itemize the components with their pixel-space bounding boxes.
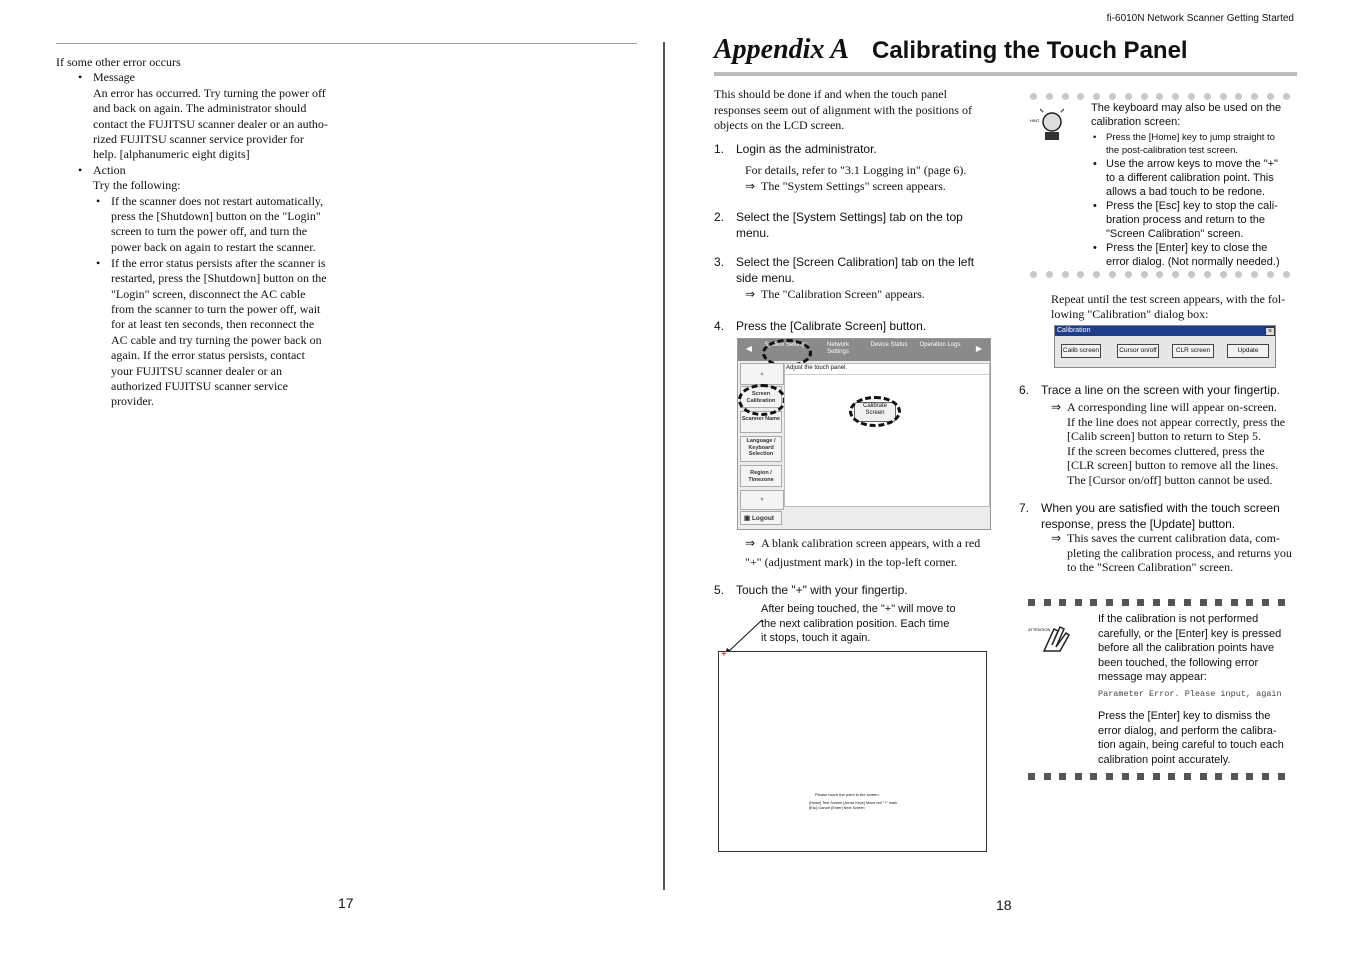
step-6: 6. Trace a line on the screen with your fingertip.	[1019, 383, 1281, 397]
side-item-scanner-name: Scanner Name	[740, 411, 782, 433]
action-item: • If the scanner does not restart automatically, press the [Shutdown] button on the "Login" screen to turn the power off, and turn the power back on again to restart the scanner.	[111, 194, 356, 256]
divider	[785, 374, 989, 375]
dialog-title-bar	[1055, 326, 1275, 336]
step-3-result: ⇒ The "Calibration Screen" appears.	[745, 287, 925, 301]
step-5-callout: After being touched, the "+" will move to the next calibration position. Each time it stops, touch it again.	[761, 603, 956, 644]
attention-bottom-border	[1028, 773, 1285, 780]
tab-system-settings: System Settings	[764, 342, 808, 348]
calib-screen-button: Calib screen	[1061, 344, 1101, 358]
step-2: 2. Select the [System Settings] tab on the top menu.	[714, 210, 963, 240]
update-button: Update	[1227, 344, 1269, 358]
back-arrow-icon: ◀	[745, 344, 753, 353]
forward-arrow-icon: ▶	[975, 344, 983, 353]
error-intro: If some other error occurs	[56, 55, 181, 69]
svg-text:ATTENTION: ATTENTION	[1028, 627, 1051, 632]
page-number-left: 17	[338, 895, 354, 911]
step-1-detail: For details, refer to "3.1 Logging in" (page 6). ⇒ The "System Settings" screen appears.	[745, 163, 967, 193]
hint-text: The keyboard may also be used on the calibration screen: • Press the [Home] key to jump straight to the post-calibration test screen. • Use the arrow keys to move the "+" to a different calibration point. This allows a bad touch to be redone. • Press the [Esc] key to stop the cali- bration process and return to the "Screen Calibration" screen. • Press the [Enter] key to close the error dialog. (Not normally needed.)	[1091, 101, 1291, 269]
page-number-right: 18	[996, 897, 1012, 913]
action-intro: Try the following:	[93, 178, 181, 193]
side-item-region: Region / Timezone	[740, 465, 782, 487]
logout-icon: ▣	[744, 515, 752, 522]
tab-network-settings: Network Settings	[826, 342, 849, 355]
repeat-text: Repeat until the test screen appears, with the fol- lowing "Calibration" dialog box:	[1051, 292, 1286, 321]
hint-item: • Use the arrow keys to move the "+" to a different calibration point. This allows a bad touch to be redone.	[1091, 157, 1291, 199]
intro-paragraph: This should be done if and when the touch panel responses seem out of alignment with the positions of objects on the LCD screen.	[714, 87, 972, 132]
scroll-up-icon: ▲	[740, 363, 784, 385]
hint-item: • Press the [Home] key to jump straight to the post-calibration test screen.	[1091, 131, 1291, 157]
appendix-label: Appendix A	[714, 34, 850, 65]
page-title: Calibrating the Touch Panel	[872, 37, 1188, 64]
attention-text: If the calibration is not performed carefully, or the [Enter] key is pressed before all the calibration points have been touched, the following error message may appear: Parameter Error. Please input, again Press the [Enter] key to dismiss the error dialog, and perform the calibra- tion again, being careful to touch each calibration point accurately.	[1098, 612, 1298, 767]
step-4: 4. Press the [Calibrate Screen] button.	[714, 319, 927, 333]
step-4-result: ⇒ A blank calibration screen appears, with a red "+" (adjustment mark) in the top-left corner.	[745, 536, 981, 569]
hint-item: • Press the [Enter] key to close the error dialog. (Not normally needed.)	[1091, 241, 1291, 269]
error-message: Parameter Error. Please input, again	[1098, 688, 1282, 699]
calib-keys: [Home] Test Screen [Arrow Keys] Move red "+" mark [Esc] Cancel [Enter] Next Screen	[809, 801, 898, 810]
scroll-down-icon: ▼	[740, 490, 784, 510]
step-5: 5. Touch the "+" with your fingertip.	[714, 583, 908, 597]
side-item-screen-calibration: Screen Calibration	[740, 386, 782, 408]
close-icon: ×	[1265, 327, 1275, 336]
system-settings-screenshot	[737, 338, 991, 530]
calibrate-screen-button: Calibrate Screen	[854, 402, 896, 422]
action-label: • Action	[93, 163, 356, 178]
logout-button: ▣ Logout	[740, 511, 782, 525]
top-rule	[56, 43, 637, 44]
side-item-language: Language / Keyboard Selection	[740, 436, 782, 462]
running-header: fi-6010N Network Scanner Getting Started	[1106, 13, 1294, 24]
page-divider	[663, 42, 665, 890]
step-7: 7. When you are satisfied with the touch screen response, press the [Update] button.	[1019, 501, 1280, 531]
hint-bottom-border	[1030, 271, 1290, 279]
attention-top-border	[1028, 599, 1285, 606]
calibration-dialog	[1054, 325, 1276, 368]
tab-operation-logs: Operation Logs	[919, 342, 961, 348]
step-6-result: ⇒ A corresponding line will appear on-screen. If the line does not appear correctly, press the [Calib screen] button to return to Step 5. If the screen becomes cluttered, press the [CLR screen] button to remove all the lines. The [Cursor on/off] button cannot be used.	[1051, 400, 1286, 487]
highlight-oval	[738, 384, 786, 416]
hint-icon	[1030, 108, 1070, 144]
content-label: Adjust the touch panel.	[786, 365, 848, 371]
step-3: 3. Select the [Screen Calibration] tab on the left side menu.	[714, 255, 975, 285]
calibration-screen-mock	[718, 651, 987, 852]
hint-top-border	[1030, 93, 1290, 101]
tab-device-status: Device Status	[870, 342, 908, 348]
cursor-toggle-button: Cursor on/off	[1117, 344, 1159, 358]
calib-instruction: Please touch the point in the screen.	[815, 792, 880, 797]
dialog-title: Calibration	[1057, 327, 1091, 334]
action-item: • If the error status persists after the scanner is restarted, press the [Shutdown] button on the "Login" screen, disconnect the AC cable from the scanner to turn the power off, wait for at least ten seconds, then reconnect the AC cable and try turning the power back on again. If the error status persists, contact your FUJITSU scanner dealer or an authorized FUJITSU scanner service provider.	[111, 256, 356, 410]
attention-icon	[1026, 621, 1076, 657]
content-panel	[784, 363, 990, 507]
svg-text:HINT: HINT	[1030, 118, 1040, 123]
title-underline	[714, 72, 1297, 76]
message-text: An error has occurred. Try turning the power off and back on again. The administrator should contact the FUJITSU scanner dealer or an autho- rized FUJITSU scanner service provider for help. [alphanumeric eight digits]	[93, 85, 328, 162]
adjustment-mark: +	[721, 649, 727, 660]
message-label: • Message	[93, 70, 356, 85]
highlight-oval	[849, 396, 901, 427]
clr-screen-button: CLR screen	[1172, 344, 1214, 358]
hint-item: • Press the [Esc] key to stop the cali- bration process and return to the "Screen Calibration" screen.	[1091, 199, 1291, 241]
step-1: 1. Login as the administrator.	[714, 142, 877, 156]
step-7-result: ⇒ This saves the current calibration data, com- pleting the calibration process, and returns you to the "Screen Calibration" screen.	[1051, 531, 1292, 574]
left-page-body	[56, 55, 356, 410]
